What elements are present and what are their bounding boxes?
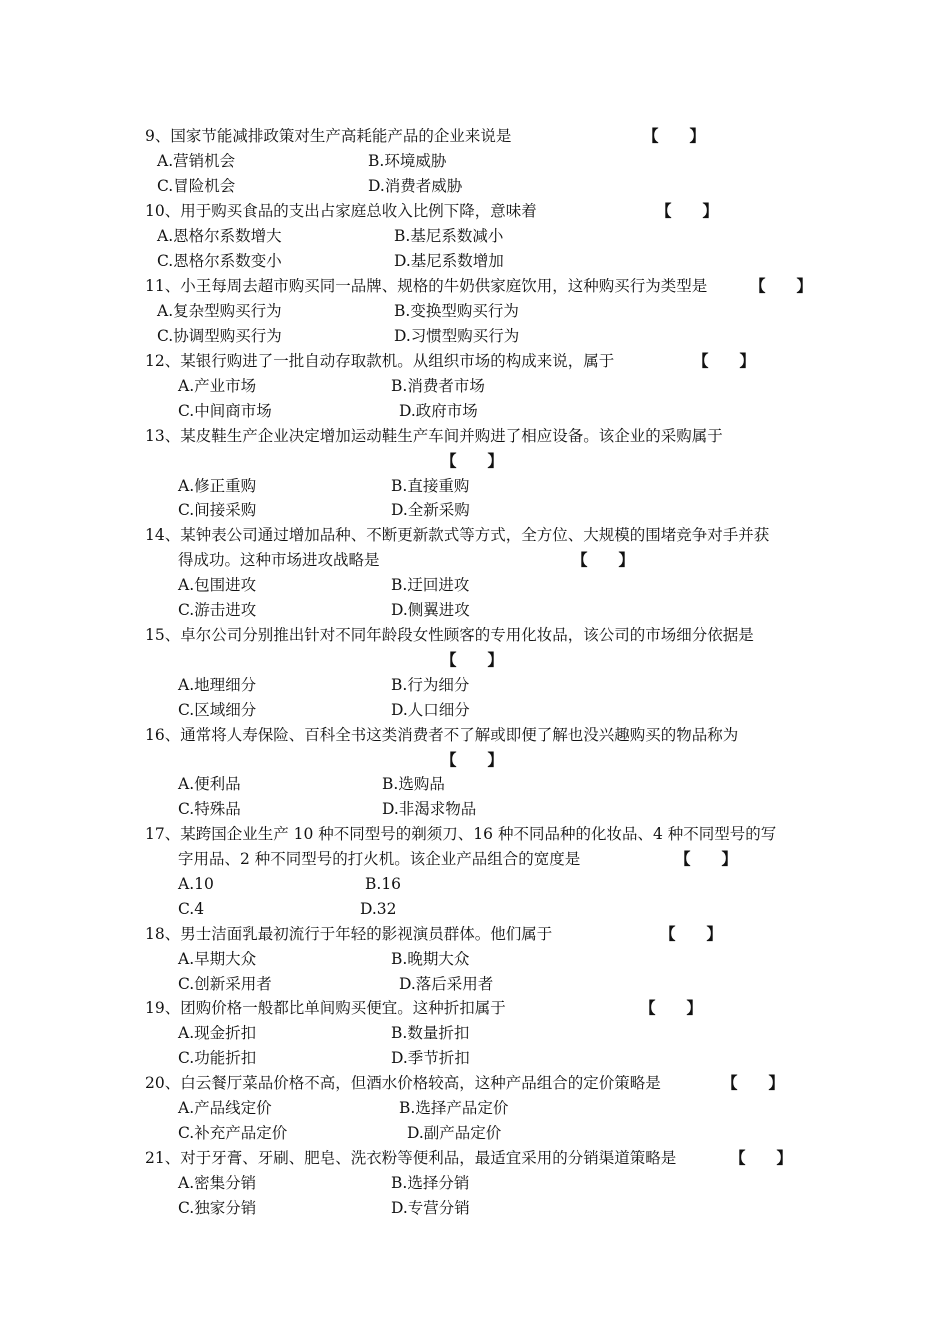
question-19-option-c: C.功能折扣 (178, 1049, 257, 1067)
question-11-option-d: D.习惯型购买行为 (394, 327, 520, 345)
question-19-option-d: D.季节折扣 (391, 1049, 470, 1067)
question-11-option-c: C.协调型购买行为 (157, 327, 282, 345)
question-15-option-a: A.地理细分 (178, 676, 257, 694)
answer-bracket: 【 】 (643, 126, 706, 145)
answer-bracket: 【 】 (675, 849, 738, 868)
question-9-option-a: A.营销机会 (157, 152, 236, 170)
answer-bracket: 【 】 (572, 550, 635, 569)
question-21-option-b: B.选择分销 (391, 1174, 470, 1192)
question-16-option-b: B.选购品 (382, 775, 445, 793)
question-9-option-c: C.冒险机会 (157, 177, 236, 195)
question-20-stem: 20、白云餐厅菜品价格不高，但酒水价格较高，这种产品组合的定价策略是 (145, 1074, 661, 1092)
answer-bracket: 【 】 (693, 351, 756, 370)
question-14-option-a: A.包围进攻 (178, 576, 257, 594)
question-19-option-b: B.数量折扣 (391, 1024, 470, 1042)
answer-bracket: 【 】 (656, 201, 719, 220)
question-13-option-c: C.间接采购 (178, 501, 257, 519)
question-17-option-d: D.32 (360, 900, 397, 918)
question-17-stem-line-2: 字用品、2 种不同型号的打火机。该企业产品组合的宽度是 (178, 850, 581, 868)
question-14-stem-line-1: 14、某钟表公司通过增加品种、不断更新款式等方式，全方位、大规模的围堵竞争对手并获 (145, 526, 770, 544)
answer-bracket: 【 】 (640, 998, 703, 1017)
question-20-option-c: C.补充产品定价 (178, 1124, 288, 1142)
answer-bracket: 【 】 (722, 1073, 785, 1092)
question-12-stem: 12、某银行购进了一批自动存取款机。从组织市场的构成来说，属于 (145, 352, 615, 370)
question-21-option-c: C.独家分销 (178, 1199, 257, 1217)
question-10-option-b: B.基尼系数减小 (394, 227, 504, 245)
question-21-stem: 21、对于牙膏、牙刷、肥皂、洗衣粉等便利品，最适宜采用的分销渠道策略是 (145, 1149, 677, 1167)
question-17-option-b: B.16 (365, 875, 402, 893)
question-15-option-b: B.行为细分 (391, 676, 470, 694)
question-14-option-c: C.游击进攻 (178, 601, 257, 619)
question-9-option-b: B.环境威胁 (368, 152, 447, 170)
question-20-option-a: A.产品线定价 (178, 1099, 272, 1117)
question-19-option-a: A.现金折扣 (178, 1024, 257, 1042)
question-9-option-d: D.消费者威胁 (368, 177, 463, 195)
question-14-stem-line-2: 得成功。这种市场进攻战略是 (178, 551, 380, 569)
question-12-option-b: B.消费者市场 (391, 377, 485, 395)
question-10-stem: 10、用于购买食品的支出占家庭总收入比例下降，意味着 (145, 202, 537, 220)
question-10-option-a: A.恩格尔系数增大 (157, 227, 282, 245)
question-17-option-a: A.10 (178, 875, 214, 893)
question-21-option-a: A.密集分销 (178, 1174, 257, 1192)
question-10-option-c: C.恩格尔系数变小 (157, 252, 282, 270)
question-18-option-d: D.落后采用者 (399, 975, 494, 993)
question-12-option-d: D.政府市场 (399, 402, 478, 420)
answer-bracket: 【 】 (730, 1148, 793, 1167)
question-18-option-b: B.晚期大众 (391, 950, 470, 968)
answer-bracket: 【 】 (441, 750, 504, 769)
question-16-option-c: C.特殊品 (178, 800, 241, 818)
question-20-option-d: D.副产品定价 (407, 1124, 502, 1142)
question-19-stem: 19、团购价格一般都比单间购买便宜。这种折扣属于 (145, 999, 506, 1017)
question-16-stem: 16、通常将人寿保险、百科全书这类消费者不了解或即便了解也没兴趣购买的物品称为 (145, 726, 739, 744)
question-21-option-d: D.专营分销 (391, 1199, 470, 1217)
question-11-option-b: B.变换型购买行为 (394, 302, 519, 320)
question-17-stem-line-1: 17、某跨国企业生产 10 种不同型号的剃须刀、16 种不同品种的化妆品、4 种不同型号的写 (145, 825, 777, 843)
question-11-stem: 11、小王每周去超市购买同一品牌、规格的牛奶供家庭饮用，这种购买行为类型是 (145, 277, 708, 295)
question-16-option-a: A.便利品 (178, 775, 241, 793)
question-15-stem: 15、卓尔公司分别推出针对不同年龄段女性顾客的专用化妆品，该公司的市场细分依据是 (145, 626, 754, 644)
question-17-option-c: C.4 (178, 900, 205, 918)
question-12-option-a: A.产业市场 (178, 377, 257, 395)
question-14-option-d: D.侧翼进攻 (391, 601, 470, 619)
question-10-option-d: D.基尼系数增加 (394, 252, 504, 270)
question-9-stem: 9、国家节能减排政策对生产高耗能产品的企业来说是 (145, 127, 512, 145)
answer-bracket: 【 】 (441, 451, 504, 470)
question-14-option-b: B.迂回进攻 (391, 576, 470, 594)
answer-bracket: 【 】 (441, 650, 504, 669)
answer-bracket: 【 】 (660, 924, 723, 943)
question-13-option-d: D.全新采购 (391, 501, 470, 519)
question-13-option-b: B.直接重购 (391, 477, 470, 495)
question-15-option-c: C.区域细分 (178, 701, 257, 719)
question-13-option-a: A.修正重购 (178, 477, 257, 495)
question-12-option-c: C.中间商市场 (178, 402, 272, 420)
question-18-stem: 18、男士洁面乳最初流行于年轻的影视演员群体。他们属于 (145, 925, 553, 943)
answer-bracket: 【 】 (750, 276, 813, 295)
question-13-stem: 13、某皮鞋生产企业决定增加运动鞋生产车间并购进了相应设备。该企业的采购属于 (145, 427, 723, 445)
question-20-option-b: B.选择产品定价 (399, 1099, 509, 1117)
question-18-option-c: C.创新采用者 (178, 975, 272, 993)
question-11-option-a: A.复杂型购买行为 (157, 302, 282, 320)
question-18-option-a: A.早期大众 (178, 950, 257, 968)
question-16-option-d: D.非渴求物品 (382, 800, 477, 818)
question-15-option-d: D.人口细分 (391, 701, 470, 719)
